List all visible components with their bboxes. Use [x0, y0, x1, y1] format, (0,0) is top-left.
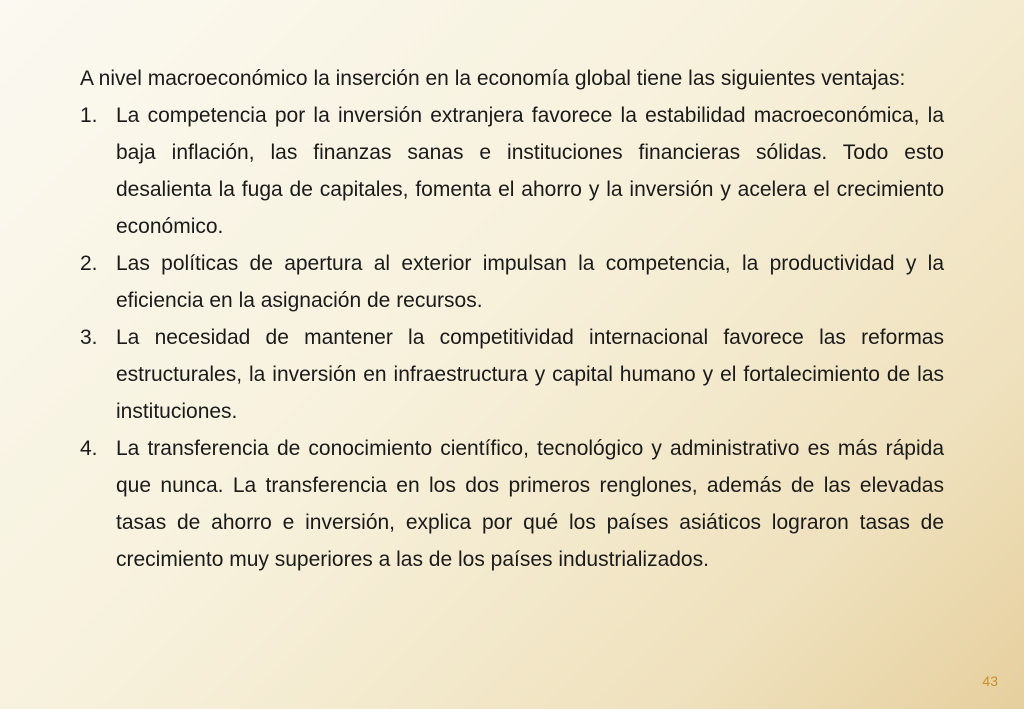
- list-item-number: 4.: [80, 437, 98, 460]
- list-item-text: Las políticas de apertura al exterior impulsan la competencia, la productividad y la eficiencia en la asignación de recursos.: [116, 252, 944, 312]
- list-item: [80, 97, 944, 245]
- list-item-text: La transferencia de conocimiento científico, tecnológico y administrativo es más rápida que nunca. La transferencia en los dos primeros renglones, además de las elevadas tasas de ahorro e inversión, explica por qué los países asiáticos lograron tasas de crecimiento muy superiores a las de los países industrializados.: [116, 437, 944, 571]
- list-item: [80, 245, 944, 319]
- list-item-number: 3.: [80, 326, 98, 349]
- slide-content: [80, 60, 944, 578]
- list-item-text: La competencia por la inversión extranjera favorece la estabilidad macroeconómica, la baja inflación, las finanzas sanas e instituciones financieras sólidas. Todo esto desalienta la fuga de capitales, fomenta el ahorro y la inversión y acelera el crecimiento económico.: [116, 104, 944, 238]
- list-item: [80, 430, 944, 578]
- intro-paragraph: A nivel macroeconómico la inserción en la economía global tiene las siguientes ventajas:: [80, 67, 906, 90]
- list-item-text: La necesidad de mantener la competitividad internacional favorece las reformas estructurales, la inversión en infraestructura y capital humano y el fortalecimiento de las instituciones.: [116, 326, 944, 423]
- list-item: [80, 319, 944, 430]
- list-item-number: 1.: [80, 104, 98, 127]
- list-item-number: 2.: [80, 252, 98, 275]
- page-number: 43: [982, 673, 998, 689]
- advantages-list: [80, 97, 944, 578]
